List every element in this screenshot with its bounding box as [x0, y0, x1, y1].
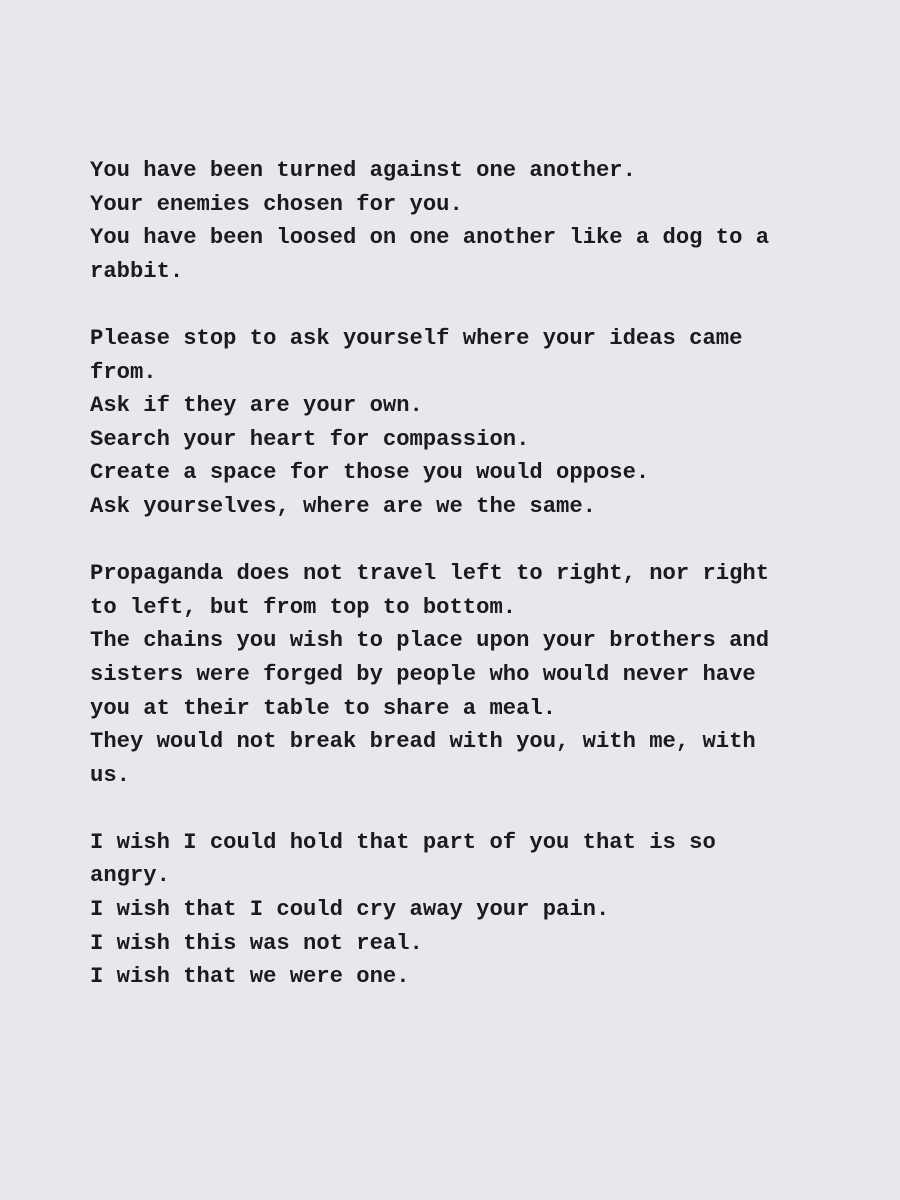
text-line: You have been turned against one another.: [90, 158, 636, 183]
text-line: sisters were forged by people who would never have: [90, 661, 756, 687]
text-line: The chains you wish to place upon your brothers and: [90, 628, 770, 654]
text-line: you at their table to share a meal.: [90, 695, 557, 721]
text-line: Your enemies chosen for you.: [90, 191, 463, 217]
stanza-1: [90, 154, 850, 288]
text-line: to left, but from top to bottom.: [90, 594, 517, 620]
text-line: Search your heart for compassion.: [90, 426, 530, 452]
poem-text: [90, 154, 850, 1027]
stanza-3: [90, 557, 850, 792]
text-line: Ask yourselves, where are we the same.: [90, 493, 596, 519]
text-line: rabbit.: [90, 258, 184, 284]
text-line: us.: [90, 762, 130, 788]
text-line: I wish this was not real.: [90, 930, 423, 956]
stanza-4: [90, 826, 850, 994]
text-line: Ask if they are your own.: [90, 393, 423, 419]
stanza-2: [90, 322, 850, 524]
text-line: from.: [90, 359, 157, 385]
text-line: Propaganda does not travel left to right, nor right: [90, 561, 770, 587]
text-line: Please stop to ask yourself where your ideas came: [90, 325, 743, 351]
text-line: I wish that we were one.: [90, 964, 410, 990]
text-line: You have been loosed on one another like a dog to a: [90, 225, 770, 251]
text-line: I wish I could hold that part of you that is so: [90, 829, 716, 855]
text-line: Create a space for those you would oppose.: [90, 460, 650, 486]
text-line: They would not break bread with you, with me, with: [90, 729, 756, 755]
text-line: I wish that I could cry away your pain.: [90, 897, 610, 923]
text-line: angry.: [90, 863, 170, 889]
